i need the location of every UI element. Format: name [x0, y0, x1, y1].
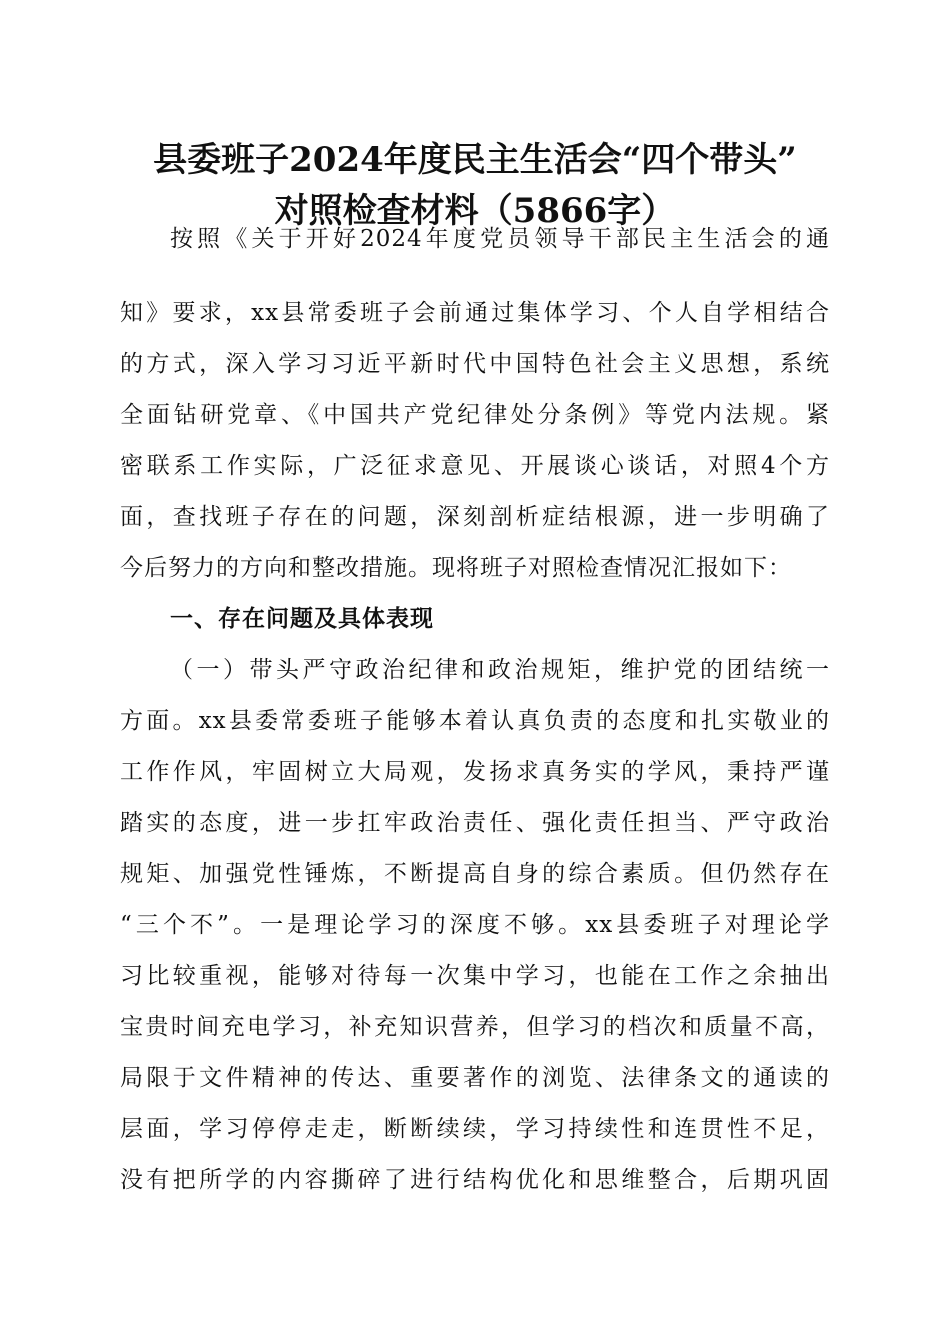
body-paragraph-line: 规矩、加强党性锤炼，不断提高自身的综合素质。但仍然存在 [120, 861, 830, 887]
section-heading: 一、存在问题及具体表现 [170, 606, 434, 632]
intro-paragraph-line: 的方式，深入学习习近平新时代中国特色社会主义思想，系统 [120, 351, 830, 377]
intro-paragraph-line: 全面钻研党章、《中国共产党纪律处分条例》等党内法规。紧 [120, 402, 830, 428]
document-title-line-2: 对照检查材料（5866字） [274, 191, 676, 231]
body-paragraph-line: 踏实的态度，进一步扛牢政治责任、强化责任担当、严守政治 [120, 810, 830, 836]
body-paragraph-line: 工作作风，牢固树立大局观，发扬求真务实的学风，秉持严谨 [120, 759, 830, 785]
body-paragraph-line: 方面。xx县委常委班子能够本着认真负责的态度和扎实敬业的 [120, 708, 830, 734]
body-paragraph-line: 层面，学习停停走走，断断续续，学习持续性和连贯性不足， [120, 1116, 830, 1142]
body-paragraph-line: 宝贵时间充电学习，补充知识营养，但学习的档次和质量不高， [120, 1014, 830, 1040]
intro-paragraph-line: 按照《关于开好2024年度党员领导干部民主生活会的通 [170, 226, 830, 252]
body-paragraph-line: （一）带头严守政治纪律和政治规矩，维护党的团结统一 [170, 657, 830, 683]
body-paragraph-line: “三个不”。一是理论学习的深度不够。xx县委班子对理论学 [120, 912, 830, 938]
intro-paragraph-line: 密联系工作实际，广泛征求意见、开展谈心谈话，对照4个方 [120, 453, 830, 479]
body-paragraph-line: 局限于文件精神的传达、重要著作的浏览、法律条文的通读的 [120, 1065, 830, 1091]
body-paragraph-line: 没有把所学的内容撕碎了进行结构优化和思维整合，后期巩固 [120, 1167, 830, 1193]
intro-paragraph-line: 面，查找班子存在的问题，深刻剖析症结根源，进一步明确了 [120, 504, 830, 530]
intro-paragraph-line: 今后努力的方向和整改措施。现将班子对照检查情况汇报如下： [120, 555, 792, 581]
intro-paragraph-line: 知》要求，xx县常委班子会前通过集体学习、个人自学相结合 [120, 300, 830, 326]
document-title-line-1: 县委班子2024年度民主生活会“四个带头” [153, 140, 797, 180]
body-paragraph-line: 习比较重视，能够对待每一次集中学习，也能在工作之余抽出 [120, 963, 830, 989]
